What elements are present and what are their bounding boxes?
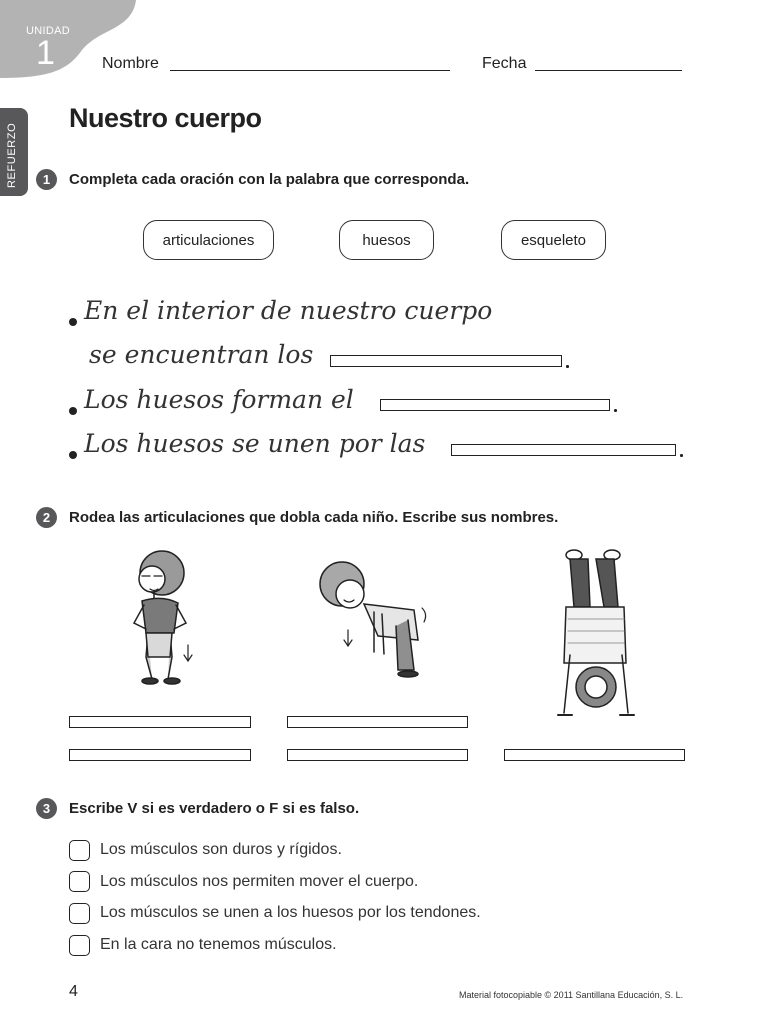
unit-label: UNIDAD bbox=[26, 25, 70, 37]
word-box-articulaciones: articulaciones bbox=[143, 220, 274, 260]
joint-name-blank-child-2-a[interactable] bbox=[287, 716, 468, 728]
date-label: Fecha bbox=[482, 55, 527, 72]
exercise-3-badge: 3 bbox=[36, 798, 57, 819]
child-hips-illustration bbox=[112, 545, 212, 690]
child-bending-illustration bbox=[312, 550, 442, 685]
bullet bbox=[69, 451, 77, 459]
statement-1: Los músculos son duros y rígidos. bbox=[100, 841, 342, 858]
answer-blank-2[interactable] bbox=[380, 399, 610, 411]
exercise-1-instruction: Completa cada oración con la palabra que corresponda. bbox=[69, 171, 470, 188]
exercise-2-badge: 2 bbox=[36, 507, 57, 528]
true-false-box-3[interactable] bbox=[69, 903, 90, 924]
period bbox=[614, 409, 617, 412]
true-false-box-4[interactable] bbox=[69, 935, 90, 956]
page-number: 4 bbox=[69, 983, 78, 1000]
answer-blank-1[interactable] bbox=[330, 355, 562, 367]
sentence-1-line-2: se encuentran los bbox=[89, 340, 314, 369]
sentence-1-line-1: En el interior de nuestro cuerpo bbox=[84, 296, 493, 325]
exercise-1-badge: 1 bbox=[36, 169, 57, 190]
statement-3: Los músculos se unen a los huesos por los tendones. bbox=[100, 904, 481, 921]
sentence-2: Los huesos forman el bbox=[84, 385, 354, 414]
joint-name-blank-child-3[interactable] bbox=[504, 749, 685, 761]
joint-name-blank-child-2-b[interactable] bbox=[287, 749, 468, 761]
bullet bbox=[69, 407, 77, 415]
answer-blank-3[interactable] bbox=[451, 444, 676, 456]
name-field[interactable] bbox=[170, 70, 450, 71]
joint-name-blank-child-1-a[interactable] bbox=[69, 716, 251, 728]
date-field[interactable] bbox=[535, 70, 682, 71]
statement-4: En la cara no tenemos músculos. bbox=[100, 936, 337, 953]
unit-number: 1 bbox=[36, 34, 55, 72]
true-false-box-2[interactable] bbox=[69, 871, 90, 892]
true-false-box-1[interactable] bbox=[69, 840, 90, 861]
period bbox=[680, 454, 683, 457]
joint-name-blank-child-1-b[interactable] bbox=[69, 749, 251, 761]
side-tab-label: REFUERZO bbox=[6, 122, 18, 188]
child-handstand-illustration bbox=[556, 545, 646, 730]
statement-2: Los músculos nos permiten mover el cuerpo. bbox=[100, 873, 419, 890]
bullet bbox=[69, 318, 77, 326]
name-label: Nombre bbox=[102, 55, 159, 72]
word-box-esqueleto: esqueleto bbox=[501, 220, 606, 260]
period bbox=[566, 365, 569, 368]
copyright-notice: Material fotocopiable © 2011 Santillana Educación, S. L. bbox=[459, 990, 684, 1000]
sentence-3: Los huesos se unen por las bbox=[84, 429, 426, 458]
page-title: Nuestro cuerpo bbox=[69, 103, 262, 133]
word-box-huesos: huesos bbox=[339, 220, 434, 260]
exercise-2-instruction: Rodea las articulaciones que dobla cada niño. Escribe sus nombres. bbox=[69, 509, 559, 526]
exercise-3-instruction: Escribe V si es verdadero o F si es falso. bbox=[69, 800, 360, 817]
